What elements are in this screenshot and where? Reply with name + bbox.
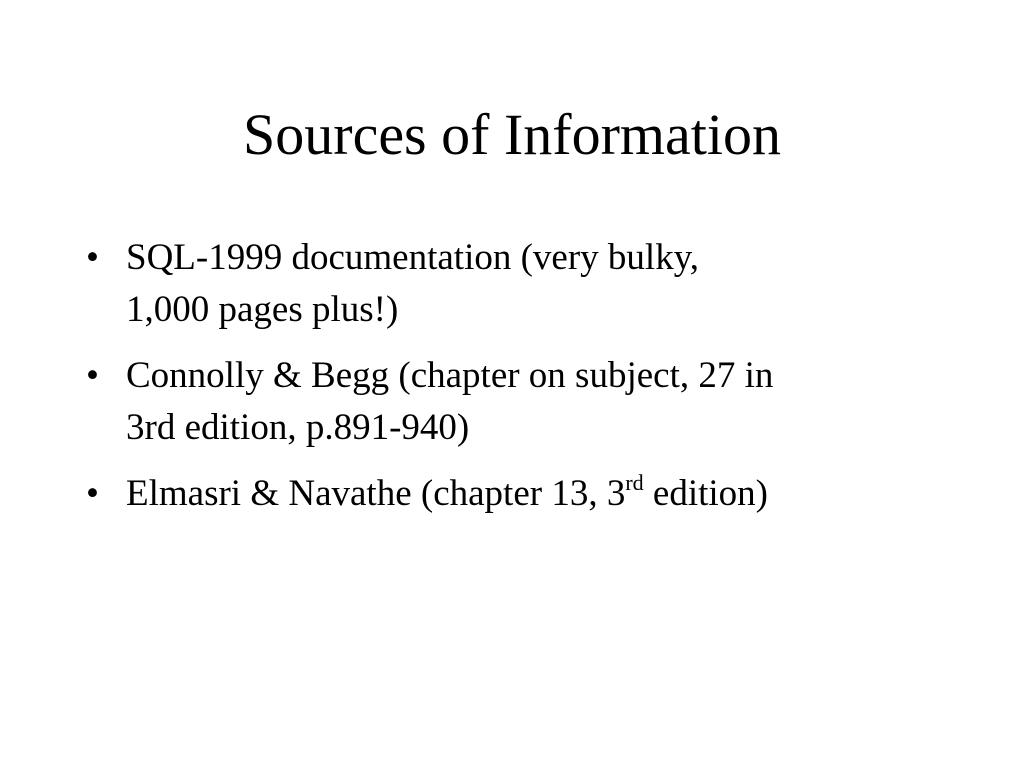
- bullet-item-connolly-begg: [86, 350, 946, 454]
- bullet-text-main: Elmasri & Navathe (chapter 13, 3: [126, 473, 626, 514]
- bullet-text: [126, 355, 773, 448]
- bullet-icon: •: [86, 355, 99, 396]
- bullet-item-sql-1999: [86, 232, 946, 336]
- bullet-icon: •: [86, 473, 99, 514]
- bullet-icon: •: [86, 237, 99, 278]
- bullet-item-elmasri-navathe: [86, 468, 946, 520]
- bullet-list: [86, 232, 946, 534]
- bullet-line: 3rd edition, p.891-940): [126, 407, 470, 448]
- bullet-line: SQL-1999 documentation (very bulky,: [126, 237, 700, 278]
- bullet-line: 1,000 pages plus!): [126, 289, 399, 330]
- bullet-text: [126, 237, 699, 330]
- slide-title: Sources of Information: [243, 102, 781, 167]
- bullet-text: [126, 469, 768, 514]
- ordinal-superscript: rd: [625, 469, 644, 495]
- bullet-line: Connolly & Begg (chapter on subject, 27 in: [126, 355, 774, 396]
- bullet-text-tail: edition): [643, 473, 768, 514]
